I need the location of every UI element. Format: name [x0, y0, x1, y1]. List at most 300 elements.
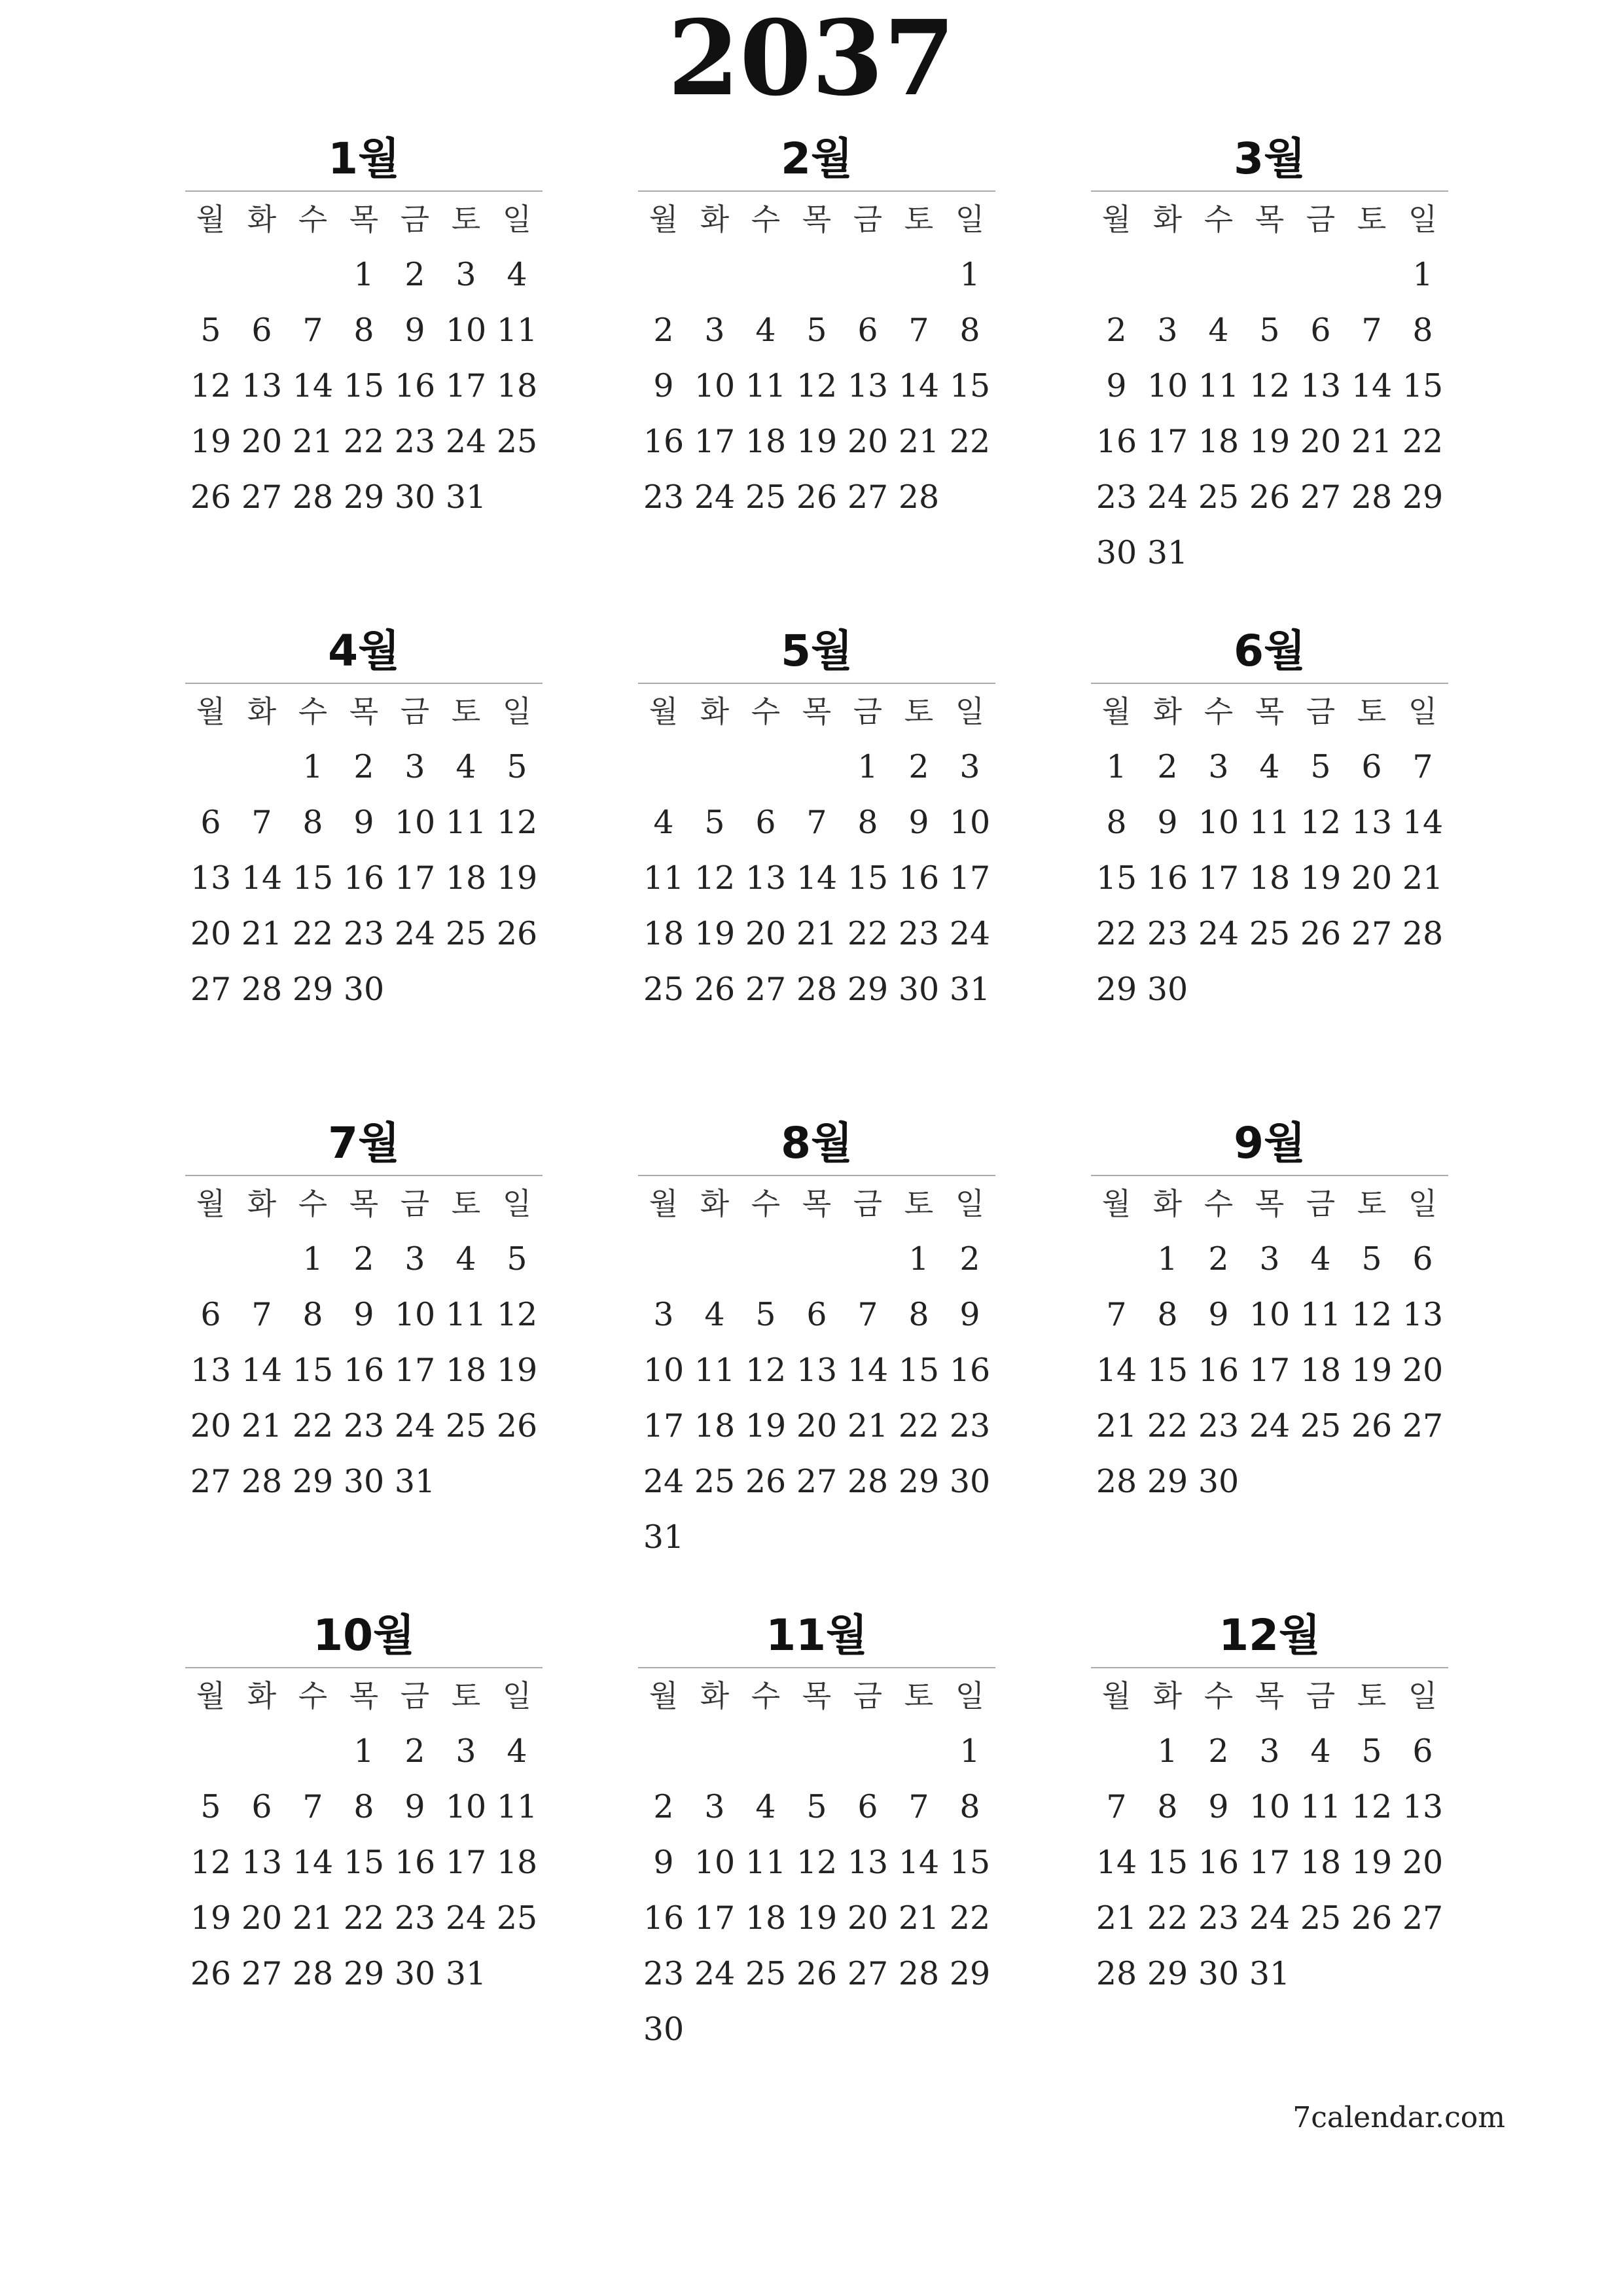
day-cell: 6	[200, 1296, 221, 1333]
day-cell: 4	[455, 748, 476, 785]
day-cell: 13	[1402, 1296, 1444, 1333]
day-cell: 3	[404, 748, 425, 785]
weekday-label: 화	[247, 1186, 277, 1221]
month-name: 9월	[1234, 1118, 1306, 1168]
day-cell: 18	[1300, 1844, 1342, 1881]
day-cell: 15	[1147, 1352, 1188, 1389]
day-cell: 27	[847, 478, 889, 516]
day-cell: 30	[1096, 534, 1137, 571]
weekday-label: 수	[1204, 202, 1234, 237]
day-cell: 29	[898, 1463, 940, 1500]
day-cell: 27	[847, 1955, 889, 1992]
day-cell: 25	[445, 1407, 487, 1444]
day-cell: 18	[745, 1899, 787, 1937]
day-cell: 6	[755, 804, 776, 841]
month-2	[638, 128, 995, 525]
day-cell: 18	[1198, 423, 1240, 460]
day-cell: 31	[445, 478, 487, 516]
empty-day	[893, 1723, 944, 1779]
day-cell: 7	[1106, 1788, 1127, 1825]
day-cell: 24	[445, 1899, 487, 1937]
empty-day	[1295, 247, 1346, 302]
day-cell: 1	[857, 748, 878, 785]
empty-day	[740, 739, 791, 795]
day-cell: 10	[1249, 1788, 1291, 1825]
weekday-header	[638, 192, 995, 247]
day-cell: 24	[445, 423, 487, 460]
day-cell: 3	[959, 748, 980, 785]
day-cell: 8	[959, 1788, 980, 1825]
day-cell: 12	[496, 1296, 538, 1333]
day-cell: 27	[241, 1955, 283, 1992]
weekday-label: 화	[700, 202, 730, 237]
day-cell: 4	[1310, 1240, 1331, 1278]
day-cell: 18	[1300, 1352, 1342, 1389]
weekday-label: 월	[1101, 202, 1132, 237]
weekday-label: 월	[649, 202, 679, 237]
month-name: 7월	[328, 1118, 400, 1168]
day-cell: 31	[949, 971, 991, 1008]
weekday-label: 일	[502, 1186, 532, 1221]
day-cell: 4	[455, 1240, 476, 1278]
day-cell: 21	[1402, 859, 1444, 897]
day-grid	[1091, 1723, 1448, 2001]
day-cell: 20	[847, 1899, 889, 1937]
weekday-label: 일	[502, 694, 532, 729]
day-cell: 5	[200, 1788, 221, 1825]
weekday-header	[1091, 1668, 1448, 1723]
empty-day	[740, 1723, 791, 1779]
day-cell: 28	[1096, 1463, 1137, 1500]
day-cell: 24	[1198, 915, 1240, 952]
day-cell: 3	[704, 312, 725, 349]
weekday-label: 토	[1357, 202, 1387, 237]
weekday-label: 화	[700, 694, 730, 729]
day-grid	[185, 247, 543, 525]
day-cell: 28	[1351, 478, 1393, 516]
day-cell: 19	[190, 423, 232, 460]
empty-day	[185, 1723, 236, 1779]
weekday-label: 일	[1408, 694, 1438, 729]
weekday-header	[1091, 684, 1448, 739]
day-cell: 24	[1249, 1407, 1291, 1444]
weekday-label: 월	[196, 1186, 226, 1221]
day-cell: 26	[190, 478, 232, 516]
day-cell: 27	[190, 971, 232, 1008]
weekday-header	[185, 1668, 543, 1723]
day-cell: 9	[653, 1844, 674, 1881]
day-cell: 18	[496, 1844, 538, 1881]
month-name: 4월	[328, 626, 400, 676]
day-cell: 14	[898, 1844, 940, 1881]
day-grid	[638, 1231, 995, 1565]
weekday-label: 수	[1204, 694, 1234, 729]
day-cell: 25	[1300, 1899, 1342, 1937]
day-cell: 25	[1300, 1407, 1342, 1444]
day-cell: 30	[394, 478, 436, 516]
day-cell: 8	[1157, 1788, 1178, 1825]
day-cell: 11	[694, 1352, 736, 1389]
month-10	[185, 1604, 543, 2001]
weekday-label: 수	[1204, 1678, 1234, 1713]
day-cell: 26	[1351, 1899, 1393, 1937]
weekday-label: 월	[1101, 1678, 1132, 1713]
weekday-label: 수	[751, 1186, 781, 1221]
day-cell: 24	[394, 1407, 436, 1444]
day-cell: 23	[1198, 1407, 1240, 1444]
day-cell: 9	[1106, 367, 1127, 404]
day-cell: 28	[898, 478, 940, 516]
day-cell: 29	[292, 1463, 334, 1500]
day-cell: 11	[1300, 1296, 1342, 1333]
day-cell: 2	[353, 1240, 374, 1278]
day-cell: 18	[445, 1352, 487, 1389]
day-cell: 12	[1249, 367, 1291, 404]
day-cell: 9	[959, 1296, 980, 1333]
day-cell: 25	[643, 971, 685, 1008]
weekday-label: 수	[1204, 1186, 1234, 1221]
day-cell: 25	[1249, 915, 1291, 952]
weekday-label: 월	[196, 694, 226, 729]
weekday-label: 수	[298, 1186, 328, 1221]
day-cell: 17	[694, 423, 736, 460]
day-cell: 10	[1249, 1296, 1291, 1333]
day-cell: 22	[847, 915, 889, 952]
day-cell: 24	[949, 915, 991, 952]
day-cell: 17	[1249, 1844, 1291, 1881]
day-cell: 16	[394, 367, 436, 404]
weekday-header	[638, 1176, 995, 1231]
day-cell: 9	[404, 312, 425, 349]
day-cell: 9	[353, 1296, 374, 1333]
day-cell: 6	[1412, 1732, 1433, 1770]
weekday-label: 금	[1306, 1678, 1336, 1713]
empty-day	[638, 1723, 689, 1779]
day-cell: 22	[1096, 915, 1137, 952]
day-cell: 2	[653, 312, 674, 349]
day-cell: 8	[908, 1296, 929, 1333]
day-cell: 20	[1300, 423, 1342, 460]
day-cell: 2	[959, 1240, 980, 1278]
day-cell: 25	[745, 1955, 787, 1992]
day-cell: 30	[343, 1463, 385, 1500]
day-cell: 30	[343, 971, 385, 1008]
day-cell: 1	[302, 748, 323, 785]
day-cell: 16	[394, 1844, 436, 1881]
weekday-label: 목	[1255, 1186, 1285, 1221]
day-cell: 28	[241, 971, 283, 1008]
weekday-label: 수	[298, 1678, 328, 1713]
weekday-label: 토	[904, 202, 934, 237]
day-cell: 5	[755, 1296, 776, 1333]
month-name: 10월	[313, 1610, 415, 1660]
day-cell: 6	[200, 804, 221, 841]
month-9	[1091, 1112, 1448, 1509]
day-cell: 4	[755, 312, 776, 349]
day-cell: 22	[292, 1407, 334, 1444]
weekday-header	[185, 1176, 543, 1231]
day-cell: 21	[847, 1407, 889, 1444]
day-grid	[1091, 247, 1448, 581]
day-cell: 10	[394, 1296, 436, 1333]
day-cell: 24	[394, 915, 436, 952]
day-cell: 15	[343, 1844, 385, 1881]
empty-day	[1091, 1231, 1142, 1287]
day-cell: 21	[1096, 1407, 1137, 1444]
month-name: 11월	[766, 1610, 868, 1660]
empty-day	[740, 1231, 791, 1287]
day-cell: 17	[949, 859, 991, 897]
day-cell: 5	[1361, 1240, 1382, 1278]
day-cell: 6	[857, 312, 878, 349]
day-cell: 9	[404, 1788, 425, 1825]
day-cell: 8	[857, 804, 878, 841]
weekday-header	[185, 192, 543, 247]
day-cell: 14	[241, 1352, 283, 1389]
empty-day	[287, 247, 338, 302]
day-cell: 19	[694, 915, 736, 952]
day-cell: 5	[1259, 312, 1280, 349]
month-5	[638, 620, 995, 1017]
weekday-label: 화	[1152, 202, 1183, 237]
day-cell: 28	[292, 1955, 334, 1992]
day-cell: 24	[1147, 478, 1188, 516]
day-cell: 21	[292, 1899, 334, 1937]
day-cell: 14	[1096, 1352, 1137, 1389]
day-cell: 5	[507, 1240, 527, 1278]
day-cell: 3	[704, 1788, 725, 1825]
day-cell: 15	[949, 1844, 991, 1881]
weekday-label: 수	[298, 202, 328, 237]
day-cell: 12	[694, 859, 736, 897]
day-cell: 2	[1208, 1240, 1229, 1278]
day-cell: 29	[1147, 1463, 1188, 1500]
day-cell: 22	[1402, 423, 1444, 460]
day-cell: 20	[190, 915, 232, 952]
day-cell: 20	[241, 1899, 283, 1937]
day-cell: 3	[404, 1240, 425, 1278]
weekday-label: 목	[802, 694, 832, 729]
day-cell: 8	[1157, 1296, 1178, 1333]
weekday-label: 목	[349, 694, 379, 729]
day-cell: 23	[643, 1955, 685, 1992]
weekday-label: 목	[802, 1678, 832, 1713]
day-cell: 4	[1208, 312, 1229, 349]
day-cell: 23	[643, 478, 685, 516]
month-name: 6월	[1234, 626, 1306, 676]
day-cell: 15	[292, 859, 334, 897]
day-cell: 16	[343, 1352, 385, 1389]
day-cell: 16	[1096, 423, 1137, 460]
day-cell: 13	[190, 859, 232, 897]
day-cell: 6	[1412, 1240, 1433, 1278]
day-cell: 18	[496, 367, 538, 404]
day-cell: 27	[1351, 915, 1393, 952]
day-cell: 6	[1361, 748, 1382, 785]
month-name: 2월	[781, 134, 853, 184]
day-cell: 10	[1198, 804, 1240, 841]
day-cell: 4	[1259, 748, 1280, 785]
year-title: 2037	[668, 0, 955, 119]
weekday-label: 목	[1255, 202, 1285, 237]
empty-day	[185, 1231, 236, 1287]
day-cell: 13	[745, 859, 787, 897]
day-cell: 4	[704, 1296, 725, 1333]
empty-day	[842, 1723, 893, 1779]
weekday-label: 월	[196, 1678, 226, 1713]
day-cell: 19	[496, 1352, 538, 1389]
day-cell: 7	[908, 1788, 929, 1825]
empty-day	[791, 1723, 842, 1779]
day-cell: 2	[908, 748, 929, 785]
empty-day	[185, 247, 236, 302]
weekday-label: 수	[298, 694, 328, 729]
day-cell: 29	[1402, 478, 1444, 516]
day-cell: 12	[496, 804, 538, 841]
day-cell: 10	[394, 804, 436, 841]
day-cell: 2	[653, 1788, 674, 1825]
day-cell: 6	[806, 1296, 827, 1333]
day-cell: 7	[302, 1788, 323, 1825]
day-cell: 7	[1361, 312, 1382, 349]
day-cell: 15	[1096, 859, 1137, 897]
day-cell: 23	[898, 915, 940, 952]
day-cell: 29	[847, 971, 889, 1008]
empty-day	[791, 1231, 842, 1287]
day-cell: 20	[241, 423, 283, 460]
day-cell: 7	[806, 804, 827, 841]
day-cell: 8	[302, 1296, 323, 1333]
day-cell: 9	[908, 804, 929, 841]
day-cell: 31	[1147, 534, 1188, 571]
day-cell: 4	[507, 256, 527, 293]
day-cell: 14	[796, 859, 838, 897]
day-cell: 22	[292, 915, 334, 952]
day-cell: 12	[190, 367, 232, 404]
month-name: 5월	[781, 626, 853, 676]
day-cell: 7	[1412, 748, 1433, 785]
day-cell: 8	[302, 804, 323, 841]
month-6	[1091, 620, 1448, 1017]
day-cell: 30	[1147, 971, 1188, 1008]
weekday-label: 토	[904, 1678, 934, 1713]
day-cell: 19	[796, 1899, 838, 1937]
day-cell: 18	[1249, 859, 1291, 897]
day-cell: 11	[1249, 804, 1291, 841]
day-cell: 10	[1147, 367, 1188, 404]
weekday-label: 토	[451, 1678, 481, 1713]
weekday-label: 화	[700, 1186, 730, 1221]
day-cell: 30	[898, 971, 940, 1008]
weekday-label: 목	[349, 1678, 379, 1713]
day-cell: 8	[1106, 804, 1127, 841]
day-cell: 22	[1147, 1407, 1188, 1444]
day-cell: 25	[496, 1899, 538, 1937]
day-cell: 21	[1096, 1899, 1137, 1937]
day-cell: 1	[1412, 256, 1433, 293]
day-cell: 13	[190, 1352, 232, 1389]
day-cell: 11	[1198, 367, 1240, 404]
day-cell: 11	[745, 1844, 787, 1881]
weekday-label: 일	[955, 202, 985, 237]
empty-day	[638, 247, 689, 302]
day-cell: 15	[949, 367, 991, 404]
day-cell: 24	[1249, 1899, 1291, 1937]
weekday-label: 토	[1357, 1186, 1387, 1221]
day-cell: 12	[745, 1352, 787, 1389]
day-cell: 2	[1157, 748, 1178, 785]
day-cell: 23	[394, 1899, 436, 1937]
weekday-header	[1091, 192, 1448, 247]
day-cell: 28	[241, 1463, 283, 1500]
day-cell: 28	[292, 478, 334, 516]
day-cell: 16	[1147, 859, 1188, 897]
day-cell: 14	[292, 1844, 334, 1881]
day-cell: 3	[455, 256, 476, 293]
day-cell: 13	[241, 1844, 283, 1881]
day-cell: 7	[908, 312, 929, 349]
day-cell: 22	[898, 1407, 940, 1444]
day-cell: 23	[1198, 1899, 1240, 1937]
empty-day	[791, 247, 842, 302]
day-cell: 21	[241, 1407, 283, 1444]
day-cell: 27	[241, 478, 283, 516]
day-cell: 10	[694, 367, 736, 404]
day-cell: 7	[302, 312, 323, 349]
weekday-header	[185, 684, 543, 739]
day-cell: 17	[394, 1352, 436, 1389]
day-cell: 22	[949, 423, 991, 460]
empty-day	[236, 739, 287, 795]
weekday-label: 일	[502, 1678, 532, 1713]
weekday-label: 일	[1408, 1186, 1438, 1221]
weekday-label: 토	[451, 202, 481, 237]
day-cell: 5	[507, 748, 527, 785]
day-cell: 28	[898, 1955, 940, 1992]
day-cell: 1	[1157, 1732, 1178, 1770]
day-cell: 26	[694, 971, 736, 1008]
day-cell: 14	[292, 367, 334, 404]
day-cell: 13	[1351, 804, 1393, 841]
day-cell: 19	[1351, 1352, 1393, 1389]
empty-day	[689, 1723, 740, 1779]
day-cell: 15	[1402, 367, 1444, 404]
day-cell: 18	[745, 423, 787, 460]
day-cell: 13	[847, 1844, 889, 1881]
weekday-label: 토	[1357, 1678, 1387, 1713]
weekday-label: 월	[1101, 694, 1132, 729]
day-cell: 5	[1310, 748, 1331, 785]
empty-day	[842, 1231, 893, 1287]
day-cell: 3	[1259, 1732, 1280, 1770]
day-cell: 23	[343, 1407, 385, 1444]
day-cell: 20	[1351, 859, 1393, 897]
month-1	[185, 128, 543, 525]
day-cell: 1	[959, 1732, 980, 1770]
day-cell: 11	[496, 1788, 538, 1825]
weekday-label: 일	[1408, 202, 1438, 237]
day-cell: 29	[343, 1955, 385, 1992]
day-grid	[638, 1723, 995, 2057]
day-cell: 17	[643, 1407, 685, 1444]
day-cell: 1	[959, 256, 980, 293]
day-cell: 10	[694, 1844, 736, 1881]
empty-day	[1091, 1723, 1142, 1779]
day-cell: 15	[898, 1352, 940, 1389]
day-cell: 4	[653, 804, 674, 841]
weekday-label: 화	[247, 694, 277, 729]
empty-day	[842, 247, 893, 302]
